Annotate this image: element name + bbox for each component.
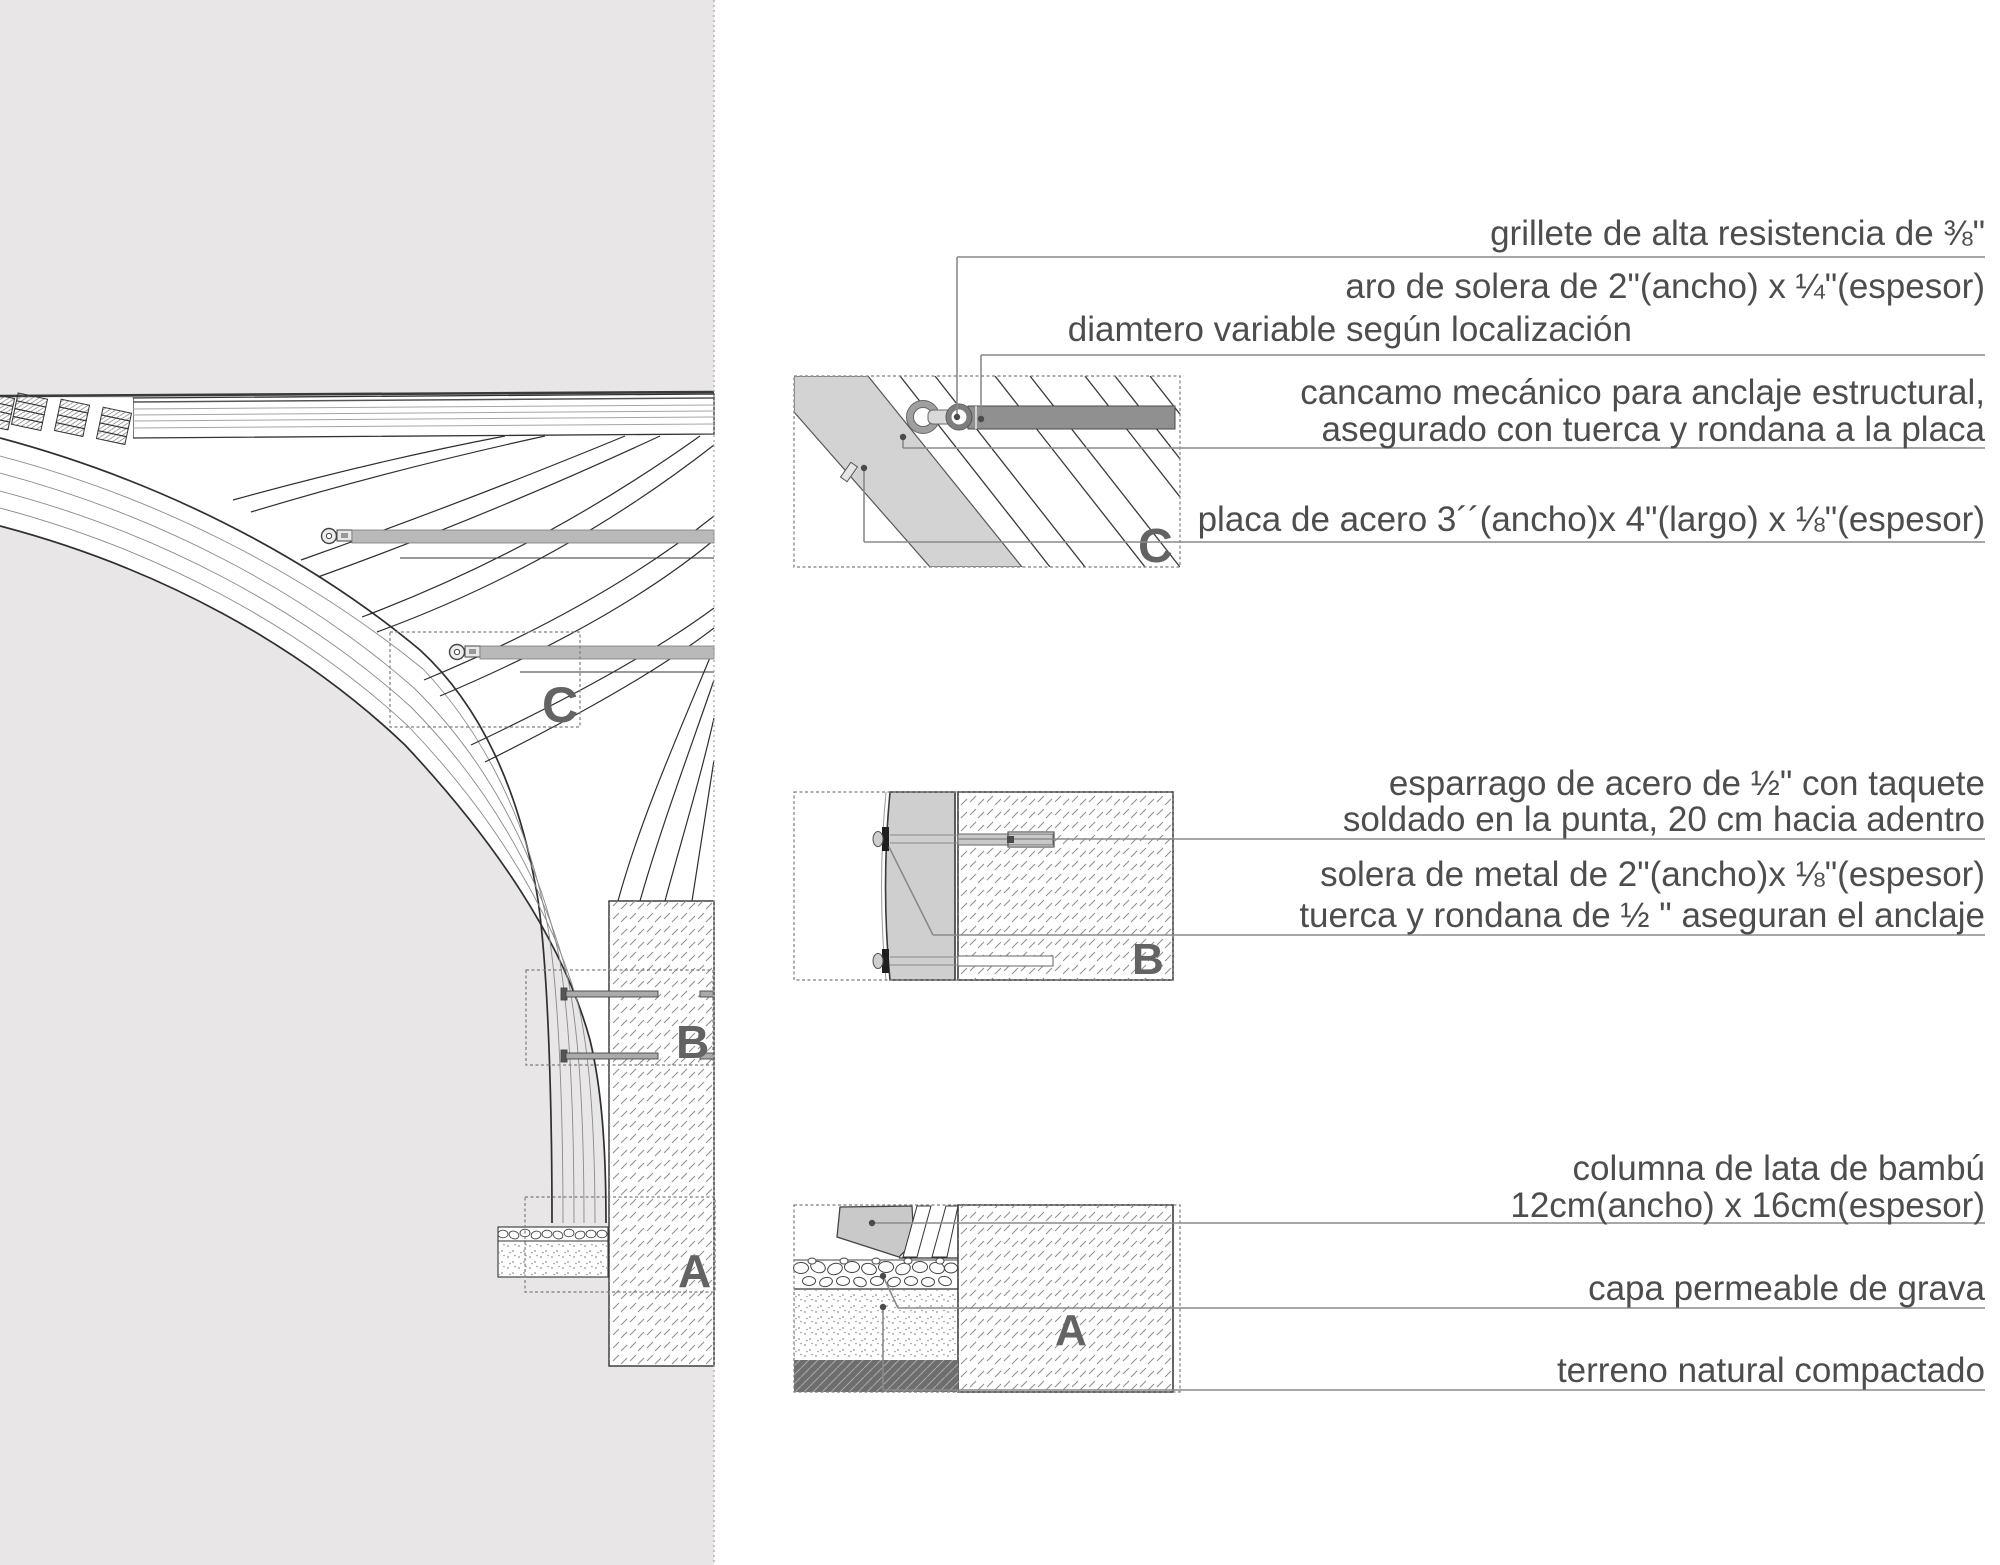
shackle-icon-upper: [322, 529, 353, 544]
sand-layer: [794, 1290, 958, 1360]
base-layers-overview: [498, 1227, 608, 1277]
detail-c-drawing: [794, 376, 1330, 573]
label-aro-solera: aro de solera de 2"(ancho) x ¼"(espesor): [1345, 267, 1985, 306]
label-grillete: grillete de alta resistencia de ⅜": [1490, 214, 1985, 253]
label-capa-grava: capa permeable de grava: [1588, 1269, 1985, 1308]
bamboo-column-section-c: [794, 376, 1022, 567]
bamboo-column-base: [837, 1206, 914, 1257]
ring-bar-upper: [352, 530, 714, 543]
label-columna-line1: columna de lata de bambú: [1572, 1149, 1985, 1188]
detail-a-drawing: [794, 1205, 1181, 1392]
grillete-shackle-icon: [907, 401, 973, 434]
solera-ring-bar-c: [968, 406, 1175, 429]
overview-section-drawing: [0, 0, 715, 1565]
compacted-soil-hatch: [794, 1360, 958, 1392]
detail-letter-c: C: [1138, 520, 1173, 573]
label-terreno: terreno natural compactado: [1556, 1351, 1985, 1390]
shackle-icon-lower: [450, 645, 481, 660]
detail-b-drawing: [794, 792, 1173, 984]
label-tuerca-rondana: tuerca y rondana de ½ " aseguran el anclaje: [1299, 896, 1985, 935]
label-cancamo-line1: cancamo mecánico para anclaje estructural,: [1300, 373, 1985, 412]
overview-letter-a: A: [678, 1245, 712, 1297]
laminate-strip-2: [932, 1206, 958, 1257]
laminated-beam: [133, 394, 714, 438]
label-solera-metal: solera de metal de 2"(ancho)x ⅛"(espesor): [1320, 855, 1985, 894]
label-cancamo-line2: asegurado con tuerca y rondana a la placa: [1321, 410, 1985, 449]
label-columna-line2: 12cm(ancho) x 16cm(espesor): [1510, 1186, 1985, 1225]
overview-letter-c: C: [542, 677, 579, 733]
detail-letter-b: B: [1132, 935, 1164, 984]
annotation-labels: [1068, 214, 1986, 1390]
detail-letter-a: A: [1055, 1306, 1087, 1355]
gravel-layer: [794, 1258, 958, 1288]
label-diametro: diamtero variable según localización: [1067, 310, 1632, 349]
overview-letter-b: B: [676, 1016, 710, 1068]
label-placa-acero: placa de acero 3´´(ancho)x 4"(largo) x ⅛"(espesor): [1197, 500, 1985, 539]
ring-bar-lower: [480, 646, 714, 659]
concrete-hatch-a: [958, 1205, 1173, 1392]
bamboo-slat-stacks: [0, 393, 133, 448]
label-esparrago-line2: soldado en la punta, 20 cm hacia adentro: [1342, 800, 1985, 839]
label-esparrago-line1: esparrago de acero de ½" con taquete: [1388, 764, 1985, 803]
bamboo-column-section-b: [886, 792, 956, 980]
